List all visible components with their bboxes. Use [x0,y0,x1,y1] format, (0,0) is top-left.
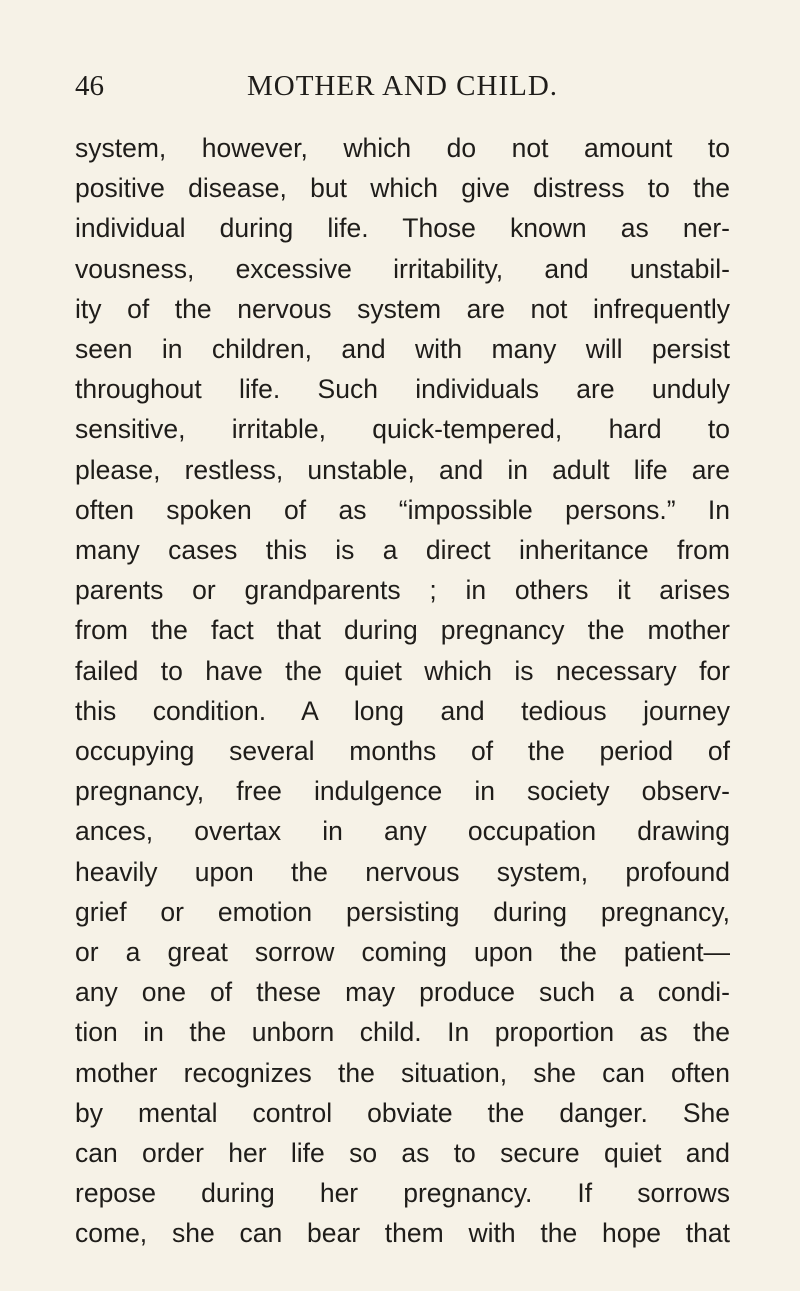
text-line: failed to have the quiet which is necessary for [75,655,730,686]
text-line: repose during her pregnancy. If sorrows [75,1178,730,1209]
text-line: tion in the unborn child. In proportion as the [75,1017,730,1048]
text-line: ances, overtax in any occupation drawing [75,816,730,847]
text-line: parents or grandparents ; in others it arises [75,575,730,606]
page-number: 46 [75,70,104,102]
text-line: positive disease, but which give distress to the [75,173,730,204]
text-line: vousness, excessive irritability, and unstabil- [75,253,730,284]
text-line: any one of these may produce such a condi- [75,977,730,1008]
text-line: by mental control obviate the danger. She [75,1097,730,1128]
text-line: often spoken of as “impossible persons.” In [75,494,730,525]
text-line: ity of the nervous system are not infrequently [75,293,730,324]
text-line: mother recognizes the situation, she can often [75,1057,730,1088]
text-line: heavily upon the nervous system, profound [75,856,730,887]
text-line: come, she can bear them with the hope that [75,1218,730,1249]
text-line: can order her life so as to secure quiet and [75,1138,730,1168]
text-line: occupying several months of the period of [75,736,730,766]
text-line: or a great sorrow coming upon the patient— [75,937,730,967]
running-head [75,66,730,106]
text-line: please, restless, unstable, and in adult life are [75,454,730,485]
text-line: grief or emotion persisting during pregnancy, [75,896,730,927]
text-line: pregnancy, free indulgence in society observ- [75,776,730,807]
text-line: many cases this is a direct inheritance from [75,535,730,565]
text-line: this condition. A long and tedious journey [75,695,730,726]
running-head-title: MOTHER AND CHILD. [246,70,559,102]
text-line: system, however, which do not amount to [75,133,730,163]
text-line: sensitive, irritable, quick-tempered, hard to [75,414,730,445]
text-line: seen in children, and with many will persist [75,334,730,364]
text-line: from the fact that during pregnancy the mother [75,615,730,646]
text-line: throughout life. Such individuals are unduly [75,374,730,405]
text-line: individual during life. Those known as ner- [75,213,730,244]
